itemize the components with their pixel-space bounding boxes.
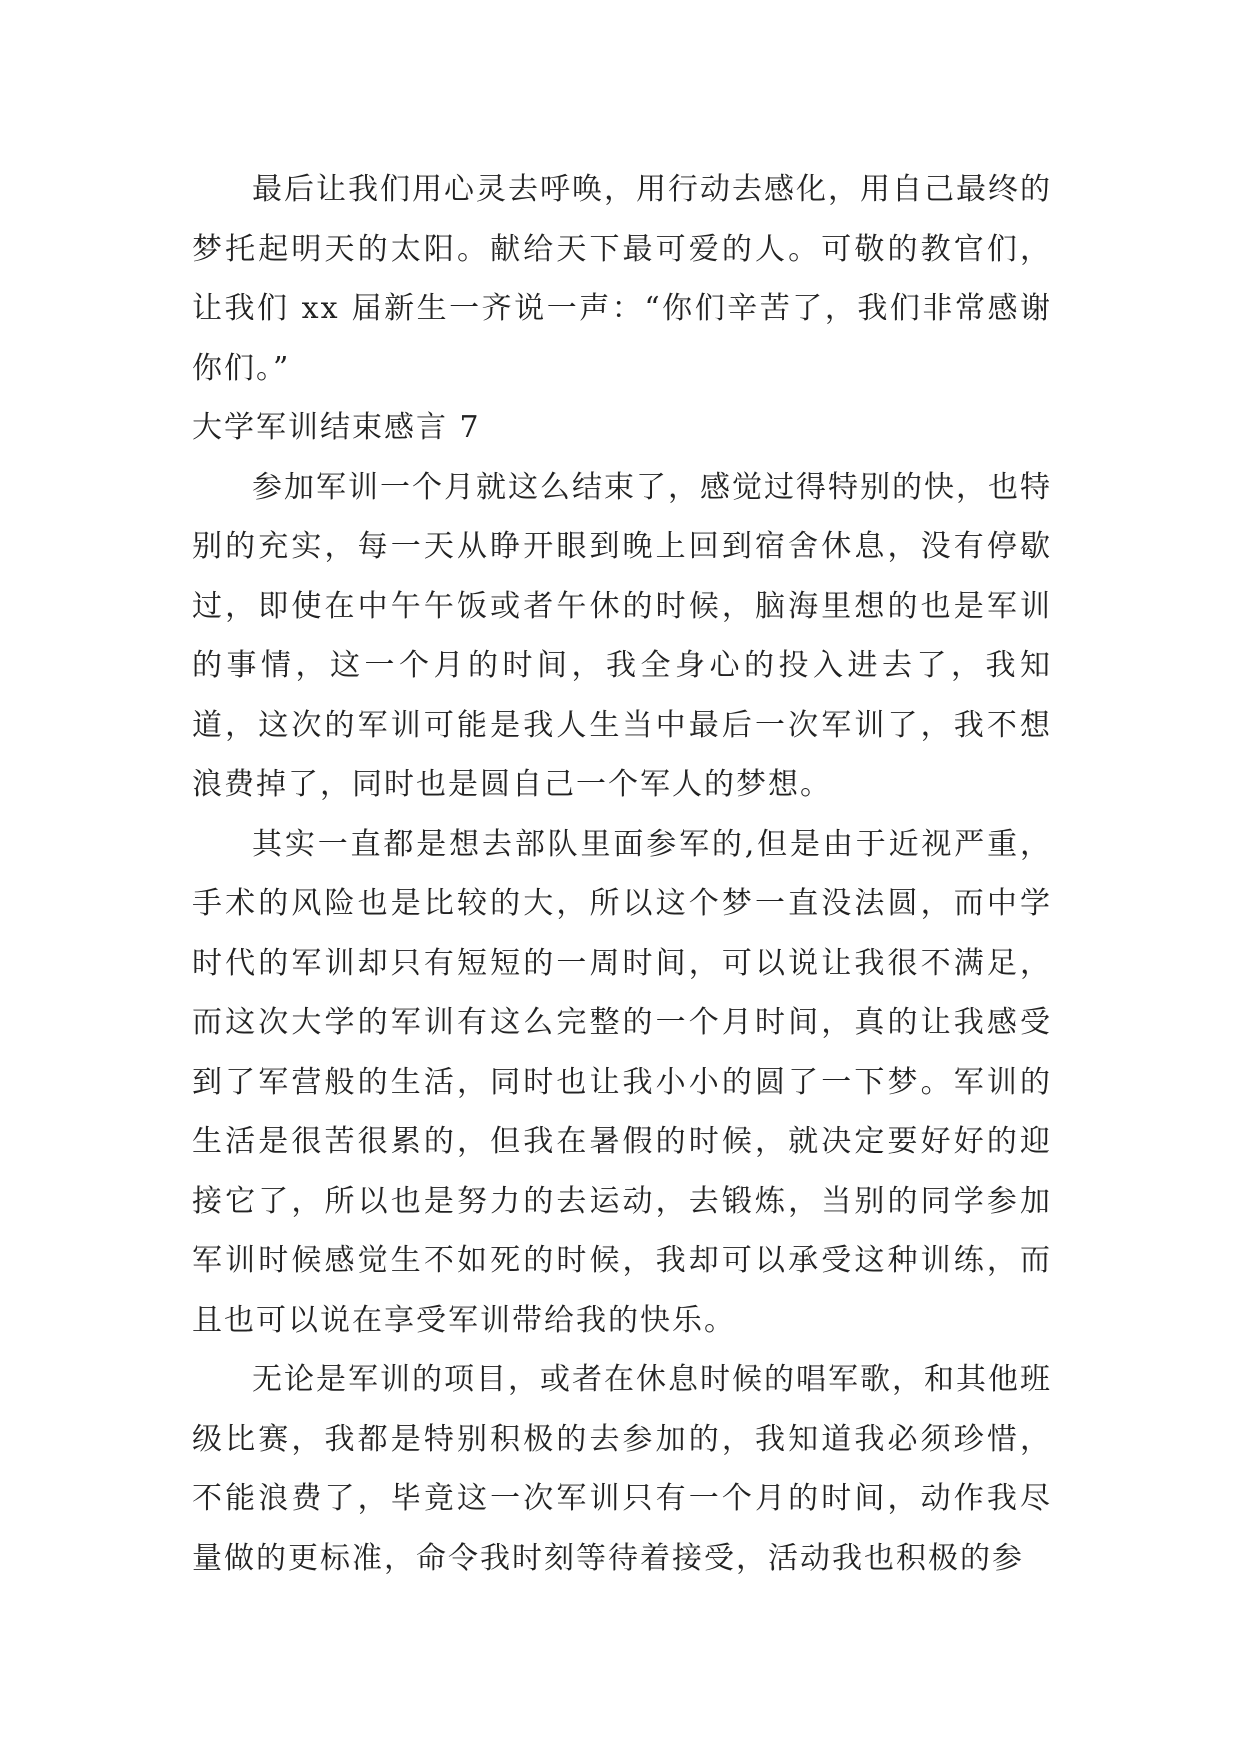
paragraph-training-month: 参加军训一个月就这么结束了，感觉过得特别的快，也特别的充实，每一天从睁开眼到晚上回到宿舍休息，没有停歇过，即使在中午午饭或者午休的时候，脑海里想的也是军训的事情，这一个月的时间，我全身心的投入进去了，我知道，这次的军训可能是我人生当中最后一次军训了，我不想浪费掉了，同时也是圆自己一个军人的梦想。 — [192, 469, 1052, 802]
section-heading: 大学军训结束感言 7 — [192, 410, 481, 445]
paragraph-army-dream: 其实一直都是想去部队里面参军的,但是由于近视严重，手术的风险也是比较的大，所以这个梦一直没法圆，而中学时代的军训却只有短短的一周时间，可以说让我很不满足，而这次大学的军训有这么完整的一个月时间，真的让我感受到了军营般的生活，同时也让我小小的圆了一下梦。军训的生活是很苦很累的，但我在暑假的时候，就决定要好好的迎接它了，所以也是努力的去运动，去锻炼，当别的同学参加军训时候感觉生不如死的时候，我却可以承受这种训练，而且也可以说在享受军训带给我的快乐。 — [192, 826, 1052, 1338]
document-body — [192, 160, 1052, 1588]
paragraph-activities: 无论是军训的项目，或者在休息时候的唱军歌，和其他班级比赛，我都是特别积极的去参加的，我知道我必须珍惜，不能浪费了，毕竟这一次军训只有一个月的时间，动作我尽量做的更标准，命令我时刻等待着接受，活动我也积极的参 — [192, 1362, 1052, 1576]
paragraph-closing-thanks: 最后让我们用心灵去呼唤，用行动去感化，用自己最终的梦托起明天的太阳。献给天下最可爱的人。可敬的教官们，让我们 xx 届新生一齐说一声：“你们辛苦了，我们非常感谢你们。” — [192, 172, 1052, 386]
